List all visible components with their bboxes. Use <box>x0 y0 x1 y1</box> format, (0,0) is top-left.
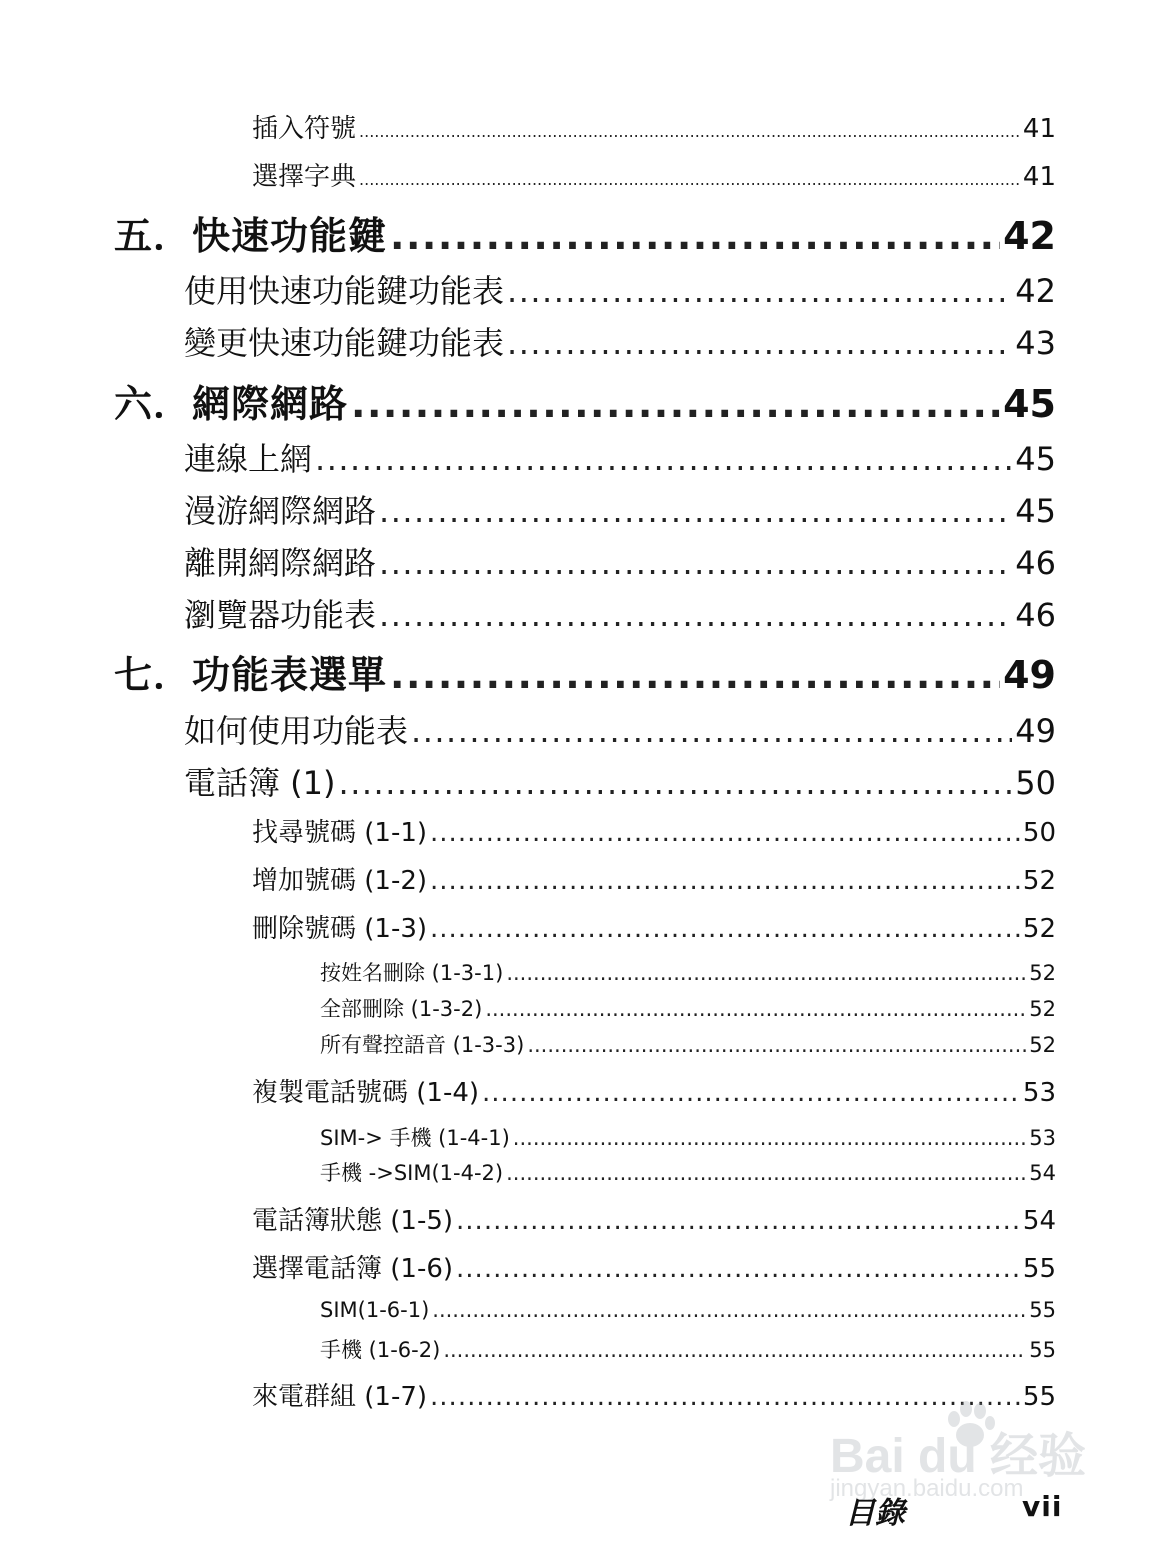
toc-entry-label: 全部刪除 (1-3-2) <box>320 997 483 1021</box>
toc-entry-page: 50 <box>1022 818 1056 848</box>
toc-entry-page: 52 <box>1022 866 1056 896</box>
toc-entry-label: 電話簿狀態 (1-5) <box>252 1206 454 1236</box>
toc-entry-page: 43 <box>1015 324 1056 362</box>
toc-entry-label: 連線上網 <box>184 440 313 478</box>
dot-leader <box>339 764 1013 802</box>
toc-entry-label: SIM-> 手機 (1-4-1) <box>320 1126 510 1150</box>
toc-entry[interactable] <box>252 1072 1056 1109</box>
toc-entry-page: 55 <box>1029 1298 1056 1322</box>
toc-entry[interactable] <box>184 590 1056 636</box>
dot-leader <box>351 382 1000 426</box>
watermark-url: jingyan.baidu.com <box>830 1475 1024 1502</box>
toc-entry[interactable] <box>320 1157 1056 1187</box>
dot-leader <box>456 1254 1020 1284</box>
toc-entry-label: 找尋號碼 (1-1) <box>252 818 428 848</box>
toc-entry[interactable] <box>252 812 1056 849</box>
toc-entry-page: 46 <box>1015 544 1056 582</box>
toc-entry-page: 53 <box>1029 1126 1056 1150</box>
toc-entry[interactable] <box>252 1200 1056 1237</box>
toc-entry[interactable] <box>320 1122 1056 1152</box>
toc-entry-label: 選擇字典 <box>252 162 357 192</box>
toc-entry-label: 按姓名刪除 (1-3-1) <box>320 961 504 985</box>
dot-leader <box>506 961 1026 985</box>
dot-leader <box>359 162 1020 192</box>
toc-entry-label: 插入符號 <box>252 114 357 144</box>
dot-leader <box>432 1298 1026 1322</box>
toc-chapter-entry[interactable] <box>114 644 1056 699</box>
watermark-brand: Bai du 经验 <box>830 1430 1087 1483</box>
toc-entry-label: 手機 (1-6-2) <box>320 1338 441 1362</box>
toc-entry[interactable] <box>320 1029 1056 1059</box>
toc-entry[interactable] <box>184 266 1056 312</box>
toc-entry[interactable] <box>252 1248 1056 1285</box>
toc-entry-page: 55 <box>1022 1382 1056 1412</box>
toc-entry-label: SIM(1-6-1) <box>320 1298 430 1322</box>
toc-entry-label: 增加號碼 (1-2) <box>252 866 428 896</box>
toc-entry-page: 53 <box>1022 1078 1056 1108</box>
dot-leader <box>513 1126 1026 1150</box>
dot-leader <box>390 653 1000 697</box>
toc-entry-page: 52 <box>1029 961 1056 985</box>
footer-section-title: 目錄 <box>845 1496 905 1531</box>
toc-entry[interactable] <box>320 957 1056 987</box>
toc-entry-label: 瀏覽器功能表 <box>184 596 377 634</box>
toc-entry[interactable] <box>184 486 1056 532</box>
toc-entry-page: 55 <box>1029 1338 1056 1362</box>
toc-entry-page: 49 <box>1015 712 1056 750</box>
toc-entry-page: 54 <box>1029 1161 1056 1185</box>
toc-entry[interactable] <box>320 1298 1056 1322</box>
dot-leader <box>507 324 1012 362</box>
dot-leader <box>527 1033 1026 1057</box>
dot-leader <box>315 440 1012 478</box>
dot-leader <box>456 1206 1020 1236</box>
toc-entry-label: 如何使用功能表 <box>184 712 409 750</box>
toc-chapter-label: 七．功能表選單 <box>114 653 388 697</box>
toc-chapter-page: 49 <box>1003 653 1056 697</box>
toc-entry[interactable] <box>252 156 1056 193</box>
toc-entry[interactable] <box>252 908 1056 945</box>
toc-entry-label: 電話簿 (1) <box>184 764 336 802</box>
toc-entry-page: 52 <box>1029 1033 1056 1057</box>
dot-leader <box>485 997 1026 1021</box>
toc-entry-label: 所有聲控語音 (1-3-3) <box>320 1033 525 1057</box>
toc-entry-label: 離開網際網路 <box>184 544 377 582</box>
dot-leader <box>430 866 1020 896</box>
dot-leader <box>482 1078 1020 1108</box>
toc-chapter-page: 42 <box>1003 214 1056 258</box>
dot-leader <box>379 596 1012 634</box>
toc-entry-label: 選擇電話簿 (1-6) <box>252 1254 454 1284</box>
toc-entry[interactable] <box>252 860 1056 897</box>
toc-entry[interactable] <box>184 538 1056 584</box>
dot-leader <box>390 214 1000 258</box>
toc-chapter-page: 45 <box>1003 382 1056 426</box>
toc-chapter-label: 五．快速功能鍵 <box>114 214 388 258</box>
toc-entry-page: 41 <box>1022 162 1056 192</box>
toc-entry[interactable] <box>184 318 1056 364</box>
dot-leader <box>430 914 1020 944</box>
toc-entry-page: 42 <box>1015 272 1056 310</box>
toc-entry[interactable] <box>252 108 1056 145</box>
toc-entry-label: 使用快速功能鍵功能表 <box>184 272 505 310</box>
toc-chapter-entry[interactable] <box>114 205 1056 260</box>
dot-leader <box>379 492 1012 530</box>
toc-entry-label: 來電群組 (1-7) <box>252 1382 428 1412</box>
dot-leader <box>359 114 1020 144</box>
dot-leader <box>506 1161 1026 1185</box>
dot-leader <box>507 272 1012 310</box>
toc-entry[interactable] <box>184 706 1056 752</box>
toc-entry-page: 46 <box>1015 596 1056 634</box>
toc-entry-label: 變更快速功能鍵功能表 <box>184 324 505 362</box>
toc-entry-page: 41 <box>1022 114 1056 144</box>
toc-entry-page: 55 <box>1022 1254 1056 1284</box>
toc-entry-page: 45 <box>1015 440 1056 478</box>
dot-leader <box>411 712 1012 750</box>
toc-chapter-label: 六．網際網路 <box>114 382 349 426</box>
toc-entry[interactable] <box>320 1334 1056 1364</box>
toc-chapter-entry[interactable] <box>114 373 1056 428</box>
toc-entry-label: 複製電話號碼 (1-4) <box>252 1078 480 1108</box>
toc-entry-page: 52 <box>1029 997 1056 1021</box>
dot-leader <box>379 544 1012 582</box>
toc-entry[interactable] <box>320 993 1056 1023</box>
toc-entry-page: 54 <box>1022 1206 1056 1236</box>
footer-page-number: vii <box>1022 1490 1063 1523</box>
toc-entry[interactable] <box>184 434 1056 480</box>
toc-entry-page: 52 <box>1022 914 1056 944</box>
toc-entry-page: 50 <box>1015 764 1056 802</box>
dot-leader <box>430 818 1020 848</box>
toc-entry-page: 45 <box>1015 492 1056 530</box>
toc-entry[interactable] <box>184 758 1056 804</box>
toc-entry-label: 漫游網際網路 <box>184 492 377 530</box>
toc-entry-label: 手機 ->SIM(1-4-2) <box>320 1161 504 1185</box>
dot-leader <box>443 1338 1026 1362</box>
toc-entry-label: 刪除號碼 (1-3) <box>252 914 428 944</box>
